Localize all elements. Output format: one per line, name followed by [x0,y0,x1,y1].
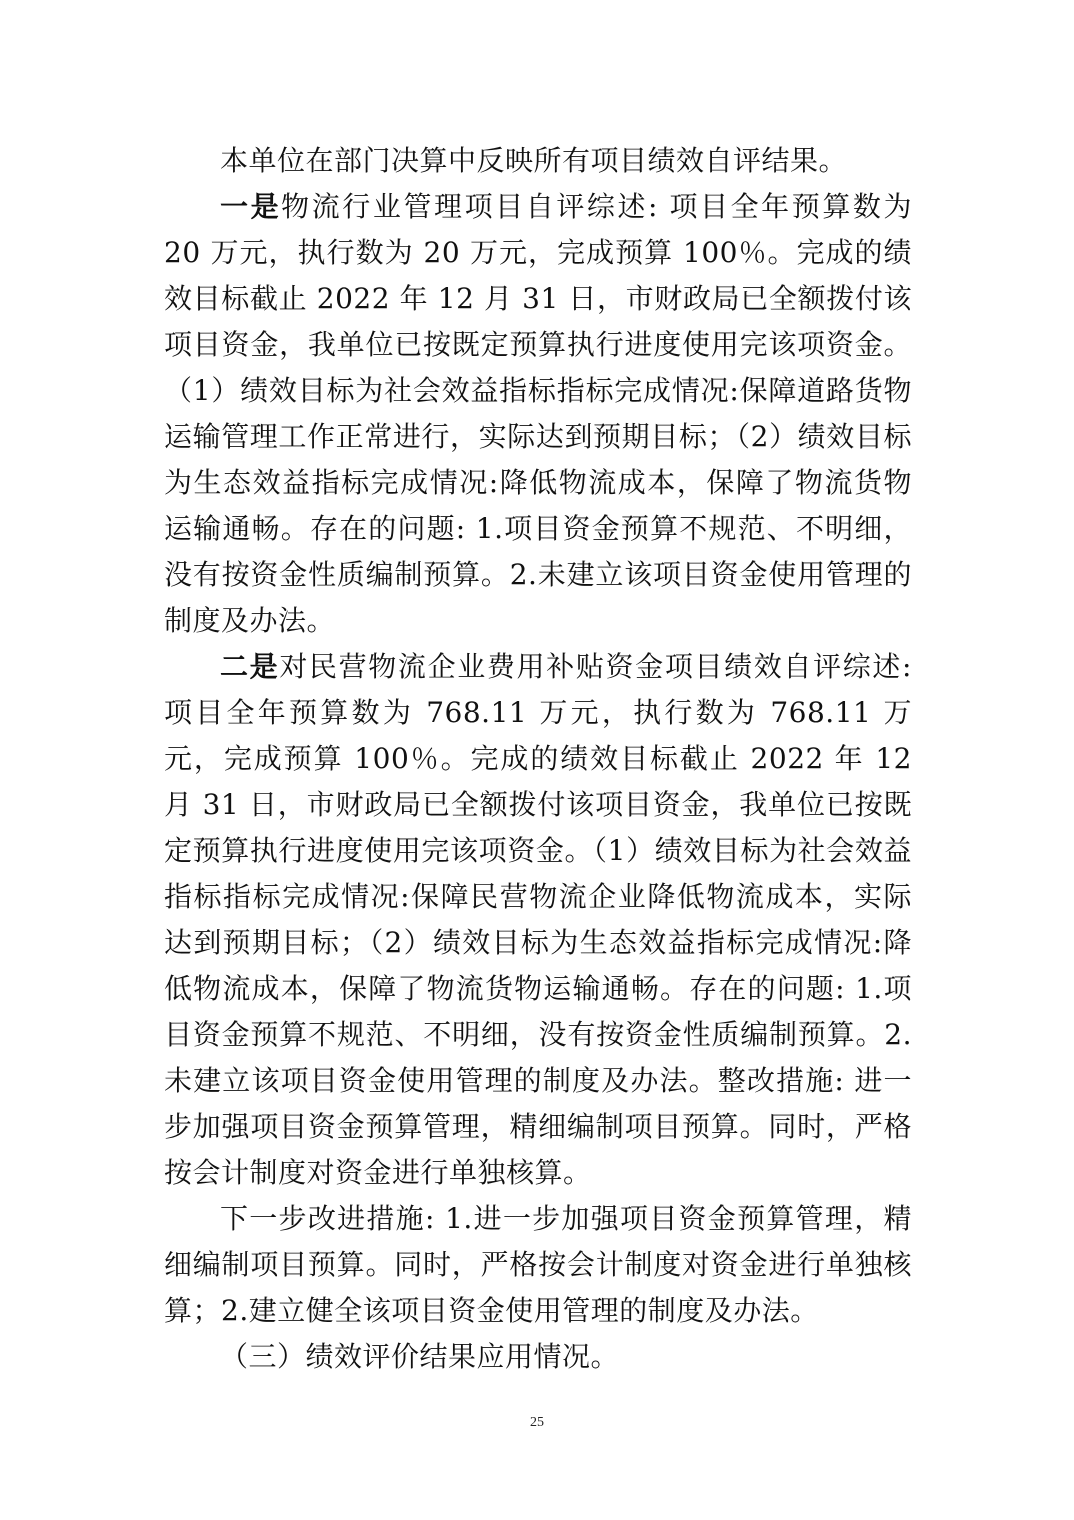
paragraph-project-two [164,644,912,1196]
body-text [164,138,912,1380]
page-number: 25 [530,1415,544,1430]
paragraph-project-two-text: 对民营物流企业费用补贴资金项目绩效自评综述: 项目全年预算数为 768.11 万元，执行数为 768.11 万元，完成预算 100％。完成的绩效目标截止 2022 年 12 月 31 日，市财政局已全额拨付该项目资金，我单位已按既定预算执行进度使用完该项资金。（1）绩效目标为社会效益指标指标完成情况:保障民营物流企业降低物流成本，实际达到预期目标；（2）绩效目标为生态效益指标完成情况:降低物流成本，保障了物流货物运输通畅。存在的问题: 1.项目资金预算不规范、不明细，没有按资金性质编制预算。2.未建立该项目资金使用管理的制度及办法。整改措施: 进一步加强项目资金预算管理，精细编制项目预算。同时，严格按会计制度对资金进行单独核算。 [164,650,912,1189]
paragraph-improvement [164,1196,912,1334]
paragraph-project-one [164,184,912,644]
paragraph-improvement-text: 下一步改进措施: 1.进一步加强项目资金预算管理，精细编制项目预算。同时，严格按会计制度对资金进行单独核算；2.建立健全该项目资金使用管理的制度及办法。 [164,1202,912,1327]
section-heading-text: （三）绩效评价结果应用情况。 [220,1340,620,1373]
paragraph-project-one-text: 物流行业管理项目自评综述: 项目全年预算数为 20 万元，执行数为 20 万元，完成预算 100％。完成的绩效目标截止 2022 年 12 月 31 日，市财政局已全额拨付该项目资金，我单位已按既定预算执行进度使用完该项资金。（1）绩效目标为社会效益指标指标完成情况:保障道路货物运输管理工作正常进行，实际达到预期目标；（2）绩效目标为生态效益指标完成情况:降低物流成本，保障了物流货物运输通畅。存在的问题: 1.项目资金预算不规范、不明细，没有按资金性质编制预算。2.未建立该项目资金使用管理的制度及办法。 [164,190,912,637]
paragraph-intro-text: 本单位在部门决算中反映所有项目绩效自评结果。 [220,144,848,177]
paragraph-section-heading [164,1334,912,1380]
paragraph-project-two-lead: 二是 [220,650,280,683]
paragraph-project-one-lead: 一是 [220,190,282,223]
paragraph-intro [164,138,912,184]
